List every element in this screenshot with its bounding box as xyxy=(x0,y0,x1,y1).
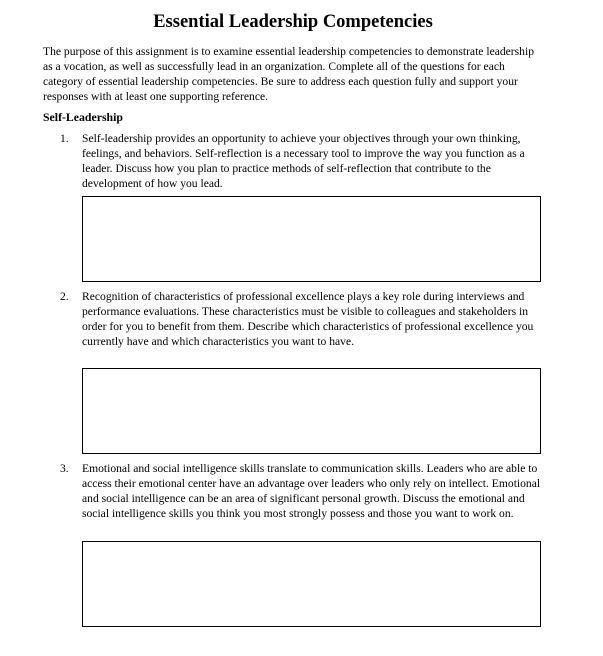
document-title: Essential Leadership Competencies xyxy=(153,12,433,32)
answer-box-1[interactable] xyxy=(82,196,541,282)
question-text: Emotional and social intelligence skills translate to communication skills. Leaders who are able to access their emotional center have an advantage over leaders who only rely on intellect. Emotional and social intelligence can be an area of significant personal growth. Discuss the emotional and social intelligence skills you think you most strongly possess and those you want to work on. xyxy=(82,462,541,520)
question-text: Self-leadership provides an opportunity to achieve your objectives through your own thinking, feelings, and behaviors. Self-reflection is a necessary tool to improve the way you function as a leader. Discuss how you plan to practice methods of self-reflection that contribute to the development of how you lead. xyxy=(82,132,525,190)
section-heading: Self-Leadership xyxy=(43,110,123,124)
question-number: 3. xyxy=(60,462,69,475)
intro-paragraph: The purpose of this assignment is to examine essential leadership competencies to demonstrate leadership as a vocation, as well as successfully lead in an organization. Complete all of the questions for each category of essential leadership competencies. Be sure to address each question fully and support your responses with at least one supporting reference. xyxy=(43,45,534,103)
question-number: 1. xyxy=(60,132,69,145)
question-2 xyxy=(60,289,550,349)
question-number: 2. xyxy=(60,290,69,303)
answer-box-2[interactable] xyxy=(82,368,541,454)
answer-box-3[interactable] xyxy=(82,541,541,627)
question-3 xyxy=(60,461,550,521)
question-text: Recognition of characteristics of professional excellence plays a key role during interviews and performance evaluations. These characteristics must be visible to colleagues and stakeholders in order for you to benefit from them. Describe which characteristics of professional excellence you currently have and which characteristics you want to have. xyxy=(82,290,534,348)
question-1 xyxy=(60,131,550,191)
